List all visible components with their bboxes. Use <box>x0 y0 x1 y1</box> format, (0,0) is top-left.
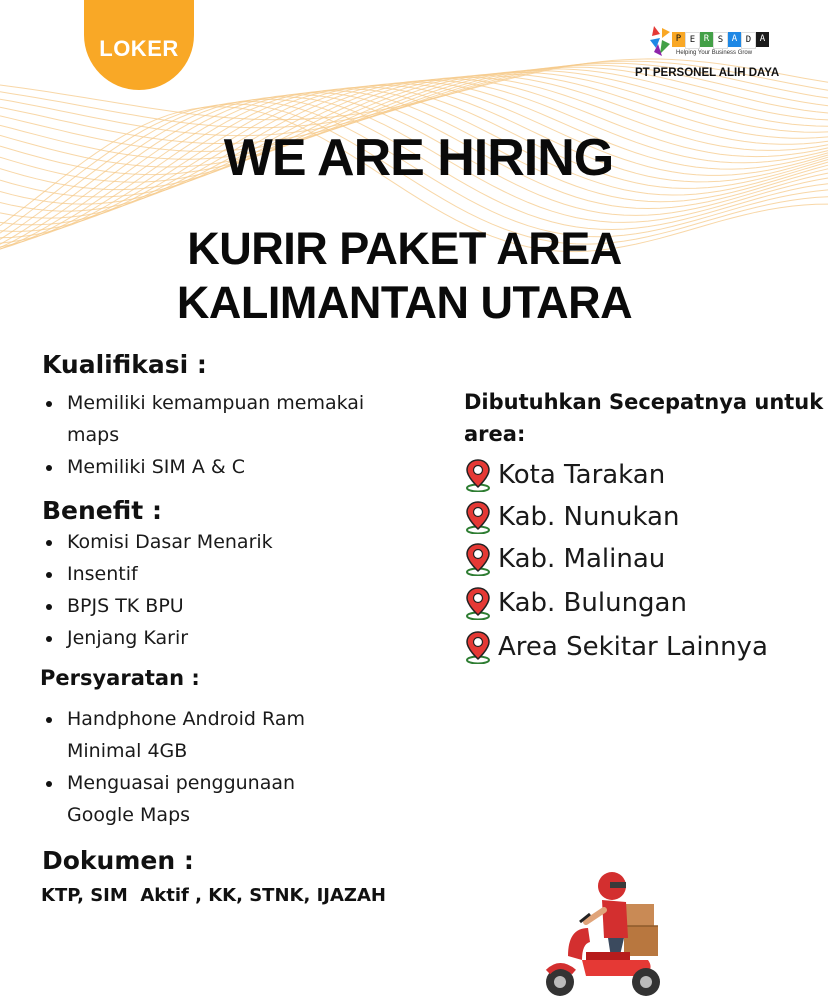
persyaratan-list <box>46 703 366 831</box>
list-item: Insentif <box>46 558 406 590</box>
logo-letter: R <box>700 32 713 47</box>
persada-star-icon <box>648 24 674 58</box>
list-item: Menguasai penggunaan Google Maps <box>46 767 366 831</box>
logo-letter: P <box>672 32 685 47</box>
logo-tagline: Helping Your Business Grow <box>676 50 753 56</box>
persyaratan-title: Persyaratan : <box>40 666 200 690</box>
headline-position <box>0 222 823 330</box>
location-pin-icon <box>464 630 492 664</box>
area-label: Area Sekitar Lainnya <box>498 632 768 662</box>
kualifikasi-list <box>46 387 406 483</box>
loker-badge-label: LOKER <box>99 36 179 61</box>
logo-letter: D <box>741 32 756 49</box>
area-item <box>464 586 687 620</box>
area-item <box>464 542 665 576</box>
area-item <box>464 458 665 492</box>
areas-title: Dibutuhkan Secepatnya untuk area: <box>464 390 824 446</box>
list-item: Komisi Dasar Menarik <box>46 526 406 558</box>
delivery-rider-illustration <box>528 868 668 1000</box>
list-item: Memiliki SIM A & C <box>46 451 406 483</box>
list-item: Memiliki kemampuan memakai maps <box>46 387 406 451</box>
area-label: Kab. Bulungan <box>498 588 687 618</box>
list-item: Jenjang Karir <box>46 622 406 654</box>
persada-wordmark <box>672 32 769 49</box>
location-pin-icon <box>464 500 492 534</box>
area-item <box>464 500 679 534</box>
logo-letter: E <box>685 32 700 49</box>
benefit-title: Benefit : <box>42 496 162 525</box>
company-logo <box>632 20 802 90</box>
area-label: Kab. Malinau <box>498 544 666 574</box>
location-pin-icon <box>464 458 492 492</box>
logo-letter: A <box>756 32 769 47</box>
list-item: BPJS TK BPU <box>46 590 406 622</box>
location-pin-icon <box>464 586 492 620</box>
headline-position-line1: KURIR PAKET AREA <box>187 223 622 274</box>
dokumen-title: Dokumen : <box>42 846 194 875</box>
dokumen-text: KTP, SIM Aktif , KK, STNK, IJAZAH <box>41 885 386 906</box>
kualifikasi-title: Kualifikasi : <box>42 350 207 379</box>
logo-letter: S <box>713 32 728 49</box>
area-item <box>464 630 768 664</box>
logo-letter: A <box>728 32 741 47</box>
list-item: Handphone Android Ram Minimal 4GB <box>46 703 366 767</box>
area-label: Kota Tarakan <box>498 460 666 490</box>
location-pin-icon <box>464 542 492 576</box>
company-name: PT PERSONEL ALIH DAYA <box>635 67 780 79</box>
benefit-list <box>46 526 406 654</box>
area-label: Kab. Nunukan <box>498 502 680 532</box>
headline-position-line2: KALIMANTAN UTARA <box>176 277 633 328</box>
headline-hiring: WE ARE HIRING <box>223 129 614 187</box>
